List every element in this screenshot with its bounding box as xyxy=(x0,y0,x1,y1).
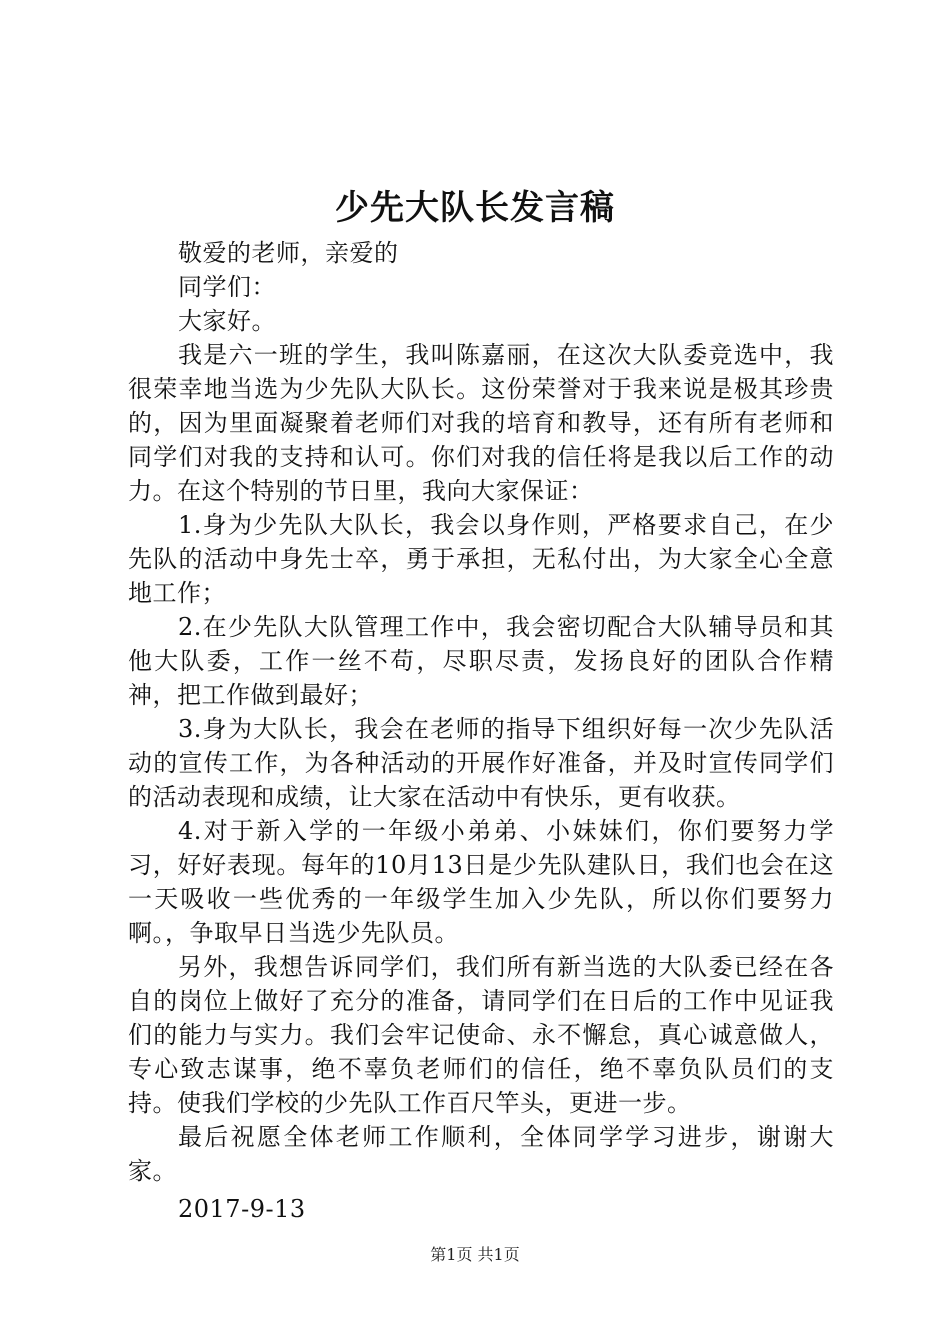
pledge-item-4: 4.对于新入学的一年级小弟弟、小妹妹们，你们要努力学习，好好表现。每年的10月13日是少先队建队日，我们也会在这一天吸收一些优秀的一年级学生加入少先队，所以你们要努力啊。，争取早日当选少先队员。 xyxy=(128,817,834,947)
pledge-item-3: 3.身为大队长，我会在老师的指导下组织好每一次少先队活动的宣传工作，为各种活动的开展作好准备，并及时宣传同学们的活动表现和成绩，让大家在活动中有快乐，更有收获。 xyxy=(128,715,834,811)
intro-paragraph: 我是六一班的学生，我叫陈嘉丽，在这次大队委竞选中，我很荣幸地当选为少先队大队长。这份荣誉对于我来说是极其珍贵的，因为里面凝聚着老师们对我的培育和教导，还有所有老师和同学们对我的支持和认可。你们对我的信任将是我以后工作的动力。在这个特别的节日里，我向大家保证： xyxy=(128,341,834,505)
salutation-line-2: 同学们： xyxy=(178,273,276,301)
document-title: 少先大队长发言稿 xyxy=(335,188,615,228)
pledge-item-2: 2.在少先队大队管理工作中，我会密切配合大队辅导员和其他大队委，工作一丝不苟，尽职尽责，发扬良好的团队合作精神，把工作做到最好； xyxy=(128,613,834,709)
document-body xyxy=(128,236,834,1226)
page-footer: 第1页 共1页 xyxy=(430,1245,520,1264)
pledge-item-1: 1.身为少先队大队长，我会以身作则，严格要求自己，在少先队的活动中身先士卒，勇于承担，无私付出，为大家全心全意地工作； xyxy=(128,511,834,607)
additional-paragraph: 另外，我想告诉同学们，我们所有新当选的大队委已经在各自的岗位上做好了充分的准备，请同学们在日后的工作中见证我们的能力与实力。我们会牢记使命、永不懈怠，真心诚意做人，专心致志谋事，绝不辜负老师们的信任，绝不辜负队员们的支持。使我们学校的少先队工作百尺竿头，更进一步。 xyxy=(128,953,834,1117)
document-date: 2017-9-13 xyxy=(178,1195,306,1223)
closing-paragraph: 最后祝愿全体老师工作顺利，全体同学学习进步，谢谢大家。 xyxy=(128,1123,834,1185)
salutation-line-1: 敬爱的老师，亲爱的 xyxy=(178,239,399,267)
greeting: 大家好。 xyxy=(178,307,276,335)
